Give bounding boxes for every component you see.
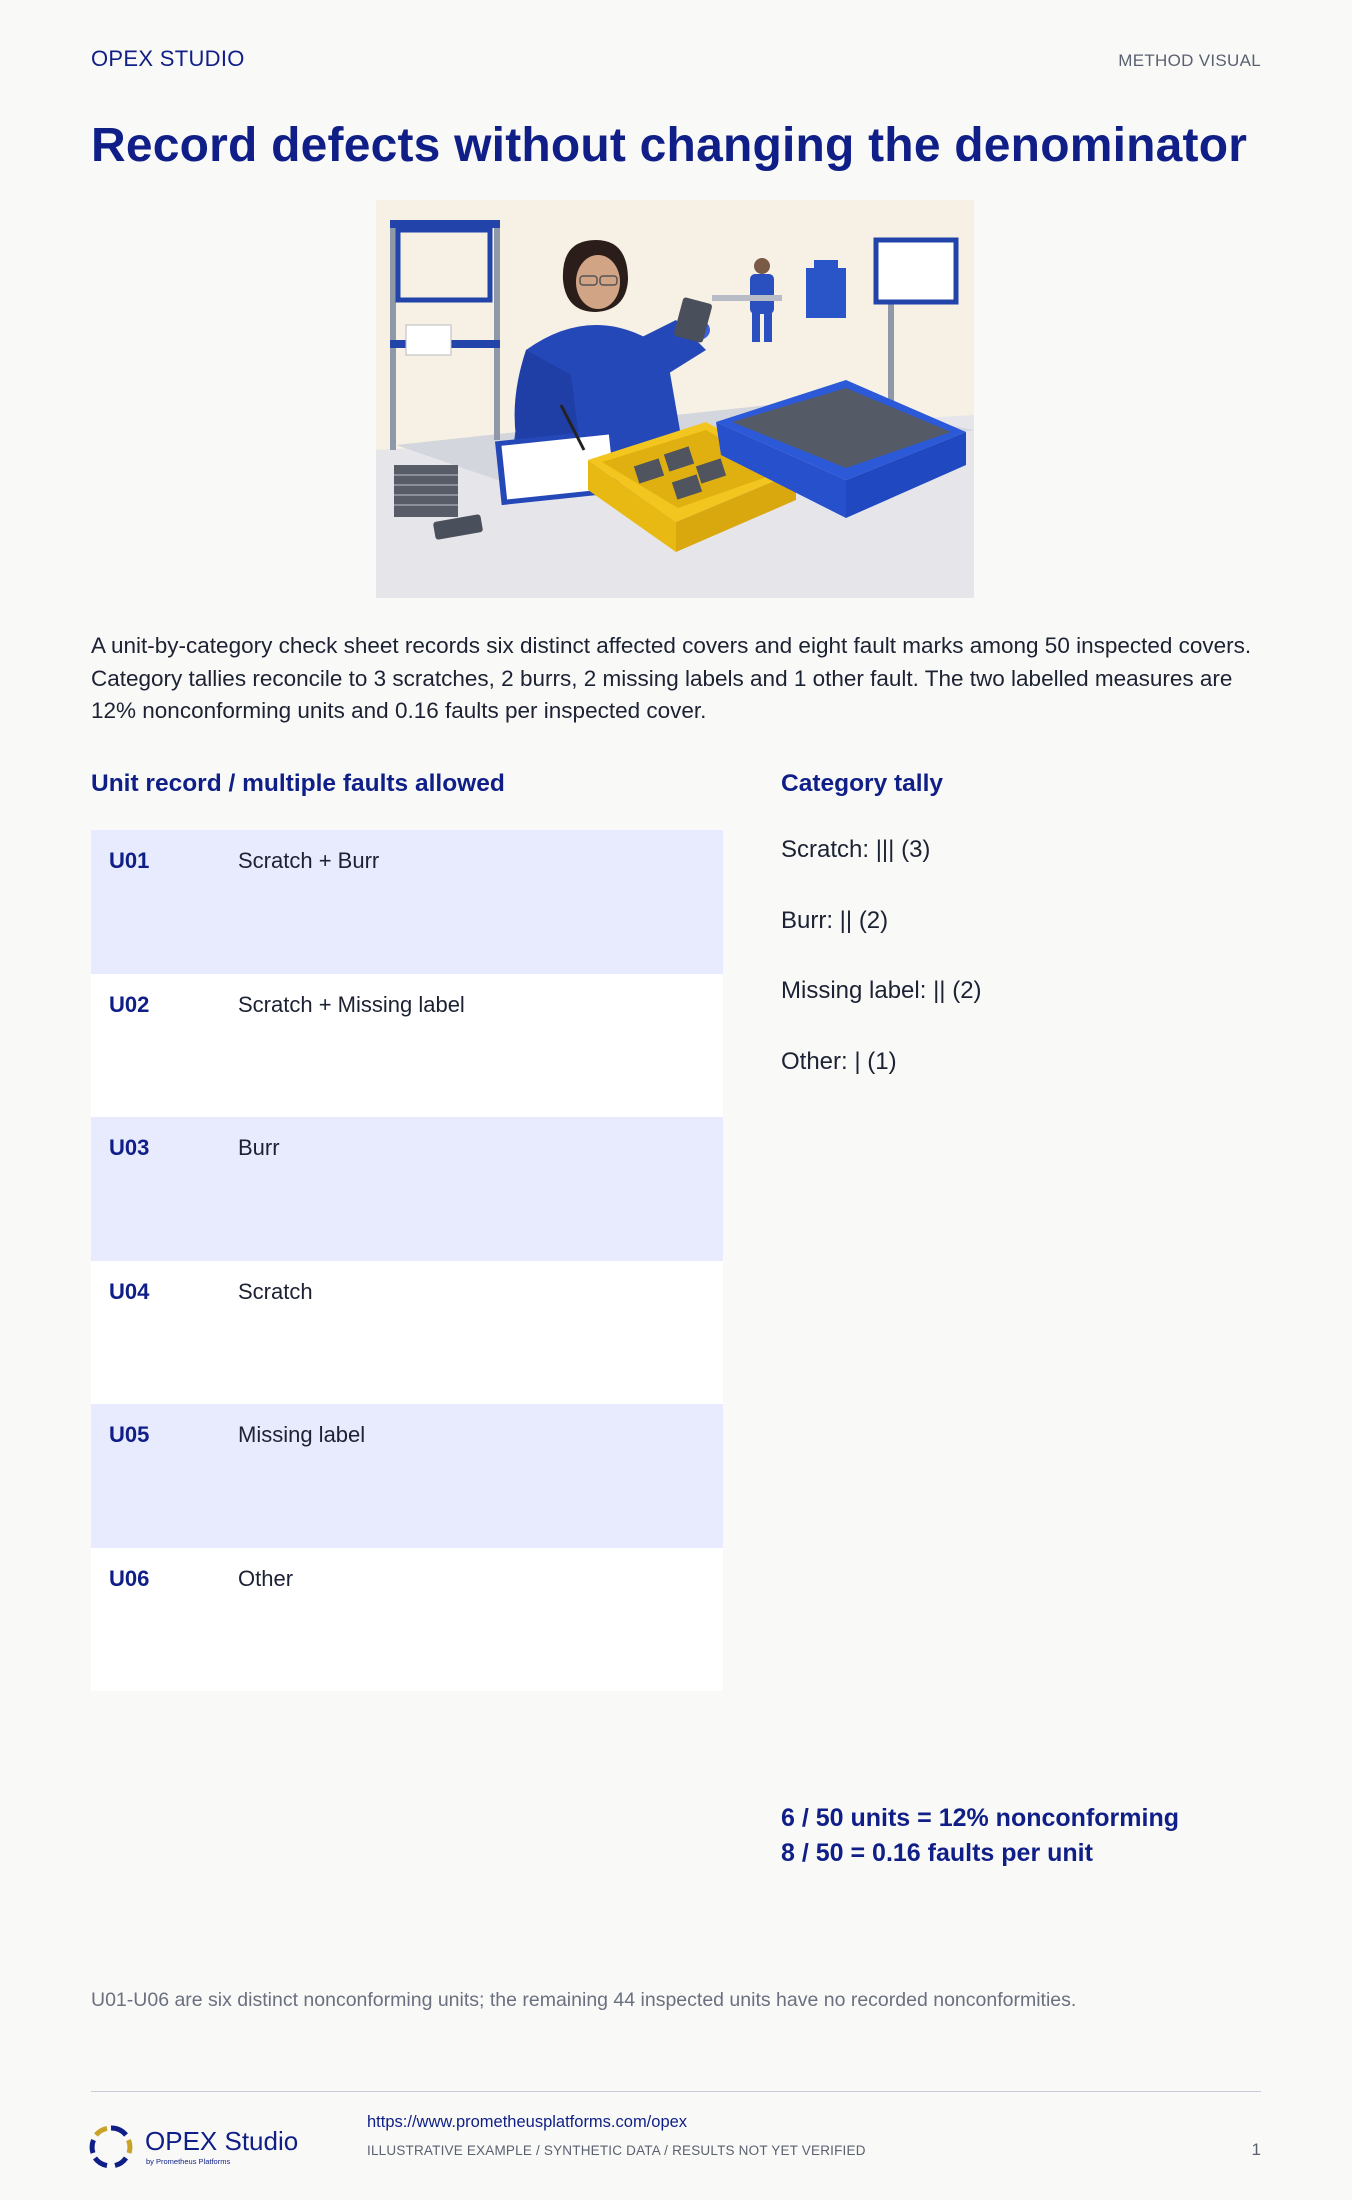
category-tally-heading: Category tally bbox=[781, 770, 944, 797]
unit-faults: Scratch + Burr bbox=[238, 848, 380, 873]
brand-label: OPEX STUDIO bbox=[91, 46, 245, 71]
unit-faults: Missing label bbox=[238, 1422, 366, 1447]
tally-item-other: Other: | (1) bbox=[781, 1047, 897, 1075]
tally-item-burr: Burr: || (2) bbox=[781, 906, 889, 934]
table-row bbox=[91, 1404, 723, 1548]
tally-item-scratch: Scratch: ||| (3) bbox=[781, 836, 931, 863]
table-row bbox=[91, 1261, 723, 1405]
unit-id: U04 bbox=[109, 1278, 150, 1304]
opex-logo-icon bbox=[89, 2125, 133, 2169]
inspector-at-workbench-illustration bbox=[376, 200, 974, 598]
unit-id: U05 bbox=[109, 1422, 150, 1447]
page-header bbox=[91, 46, 1261, 76]
footer-divider bbox=[91, 2091, 1261, 2092]
table-row bbox=[91, 974, 723, 1118]
table-row bbox=[91, 830, 723, 974]
footer-logo-name: OPEX Studio bbox=[145, 2126, 299, 2156]
unit-faults: Burr bbox=[238, 1135, 280, 1160]
unit-record-table bbox=[91, 830, 723, 1691]
hero-illustration bbox=[376, 200, 974, 598]
footnote: U01-U06 are six distinct nonconforming units; the remaining 44 inspected units have no recorded nonconformities. bbox=[91, 1989, 1077, 2011]
table-row bbox=[91, 1117, 723, 1261]
footer-url-link[interactable]: https://www.prometheusplatforms.com/opex bbox=[367, 2113, 688, 2131]
unit-faults: Scratch bbox=[238, 1278, 313, 1304]
unit-id: U03 bbox=[109, 1135, 150, 1160]
page-number: 1 bbox=[1251, 2140, 1261, 2159]
unit-id: U06 bbox=[109, 1565, 150, 1591]
faults-per-unit-measure: 8 / 50 = 0.16 faults per unit bbox=[781, 1839, 1093, 1867]
tally-item-missing-label: Missing label: || (2) bbox=[781, 977, 982, 1004]
footer-logo-sub: by Prometheus Platforms bbox=[146, 2157, 231, 2166]
section-label: METHOD VISUAL bbox=[1118, 51, 1261, 70]
unit-id: U02 bbox=[109, 991, 150, 1017]
category-tally-list bbox=[781, 836, 1261, 1118]
table-row bbox=[91, 1548, 723, 1692]
intro-paragraph: A unit-by-category check sheet records six distinct affected covers and eight fault marks among 50 inspected covers. Category tallies reconcile to 3 scratches, 2 burrs, 2 missing labels and 1 other fault. The two labelled measures are 12% nonconforming units and 0.16 faults per inspected cover. bbox=[91, 633, 1252, 723]
footer-disclaimer: ILLUSTRATIVE EXAMPLE / SYNTHETIC DATA / RESULTS NOT YET VERIFIED bbox=[367, 2143, 866, 2158]
unit-id: U01 bbox=[109, 848, 150, 873]
nonconforming-measure: 6 / 50 units = 12% nonconforming bbox=[781, 1804, 1179, 1832]
unit-faults: Other bbox=[238, 1565, 294, 1591]
unit-record-heading: Unit record / multiple faults allowed bbox=[91, 770, 505, 797]
unit-faults: Scratch + Missing label bbox=[238, 991, 465, 1017]
summary-measures bbox=[781, 1801, 1179, 1871]
page-title: Record defects without changing the denominator bbox=[91, 119, 1248, 172]
